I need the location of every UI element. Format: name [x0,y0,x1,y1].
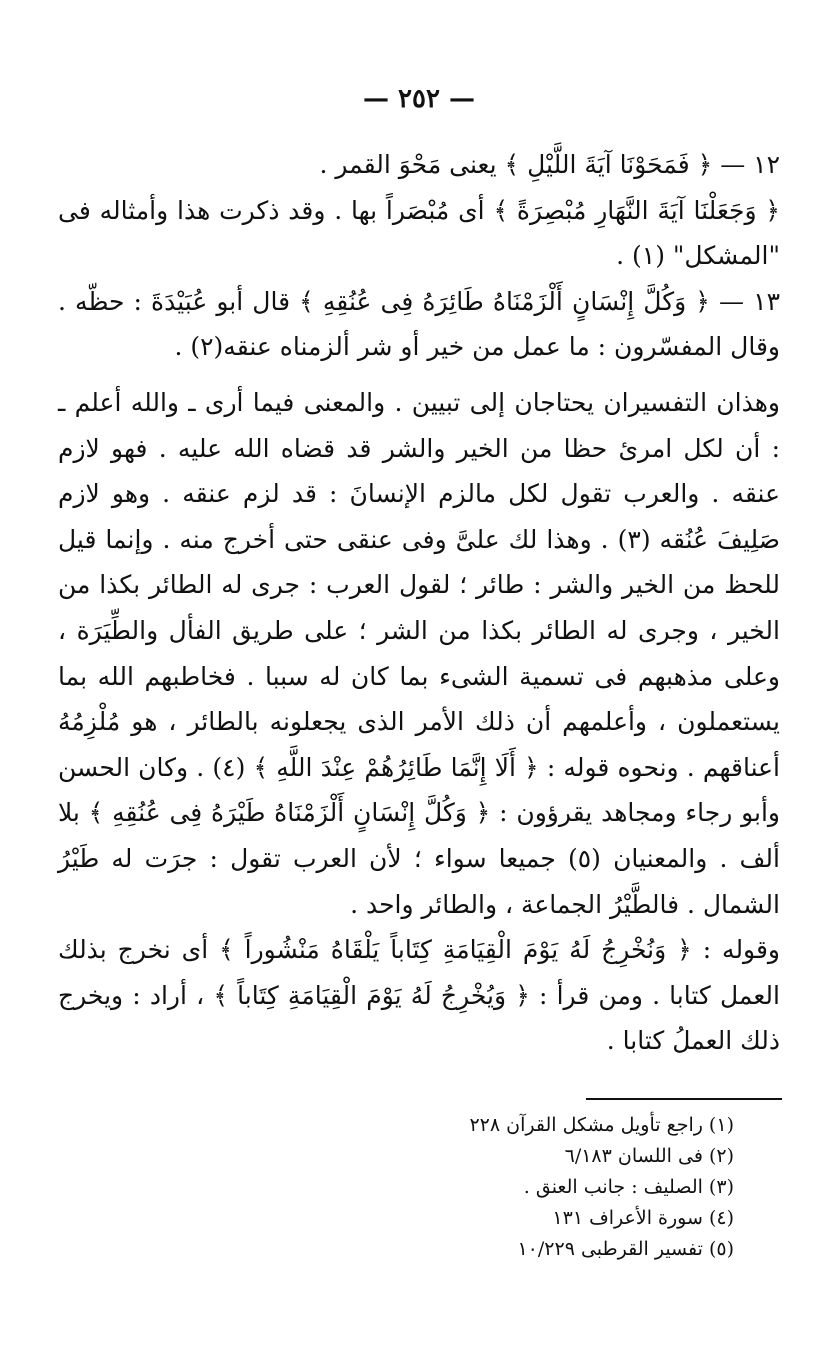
footnote-1: (١) راجع تأويل مشكل القرآن ٢٢٨ [469,1114,734,1136]
paragraph-book-verse: وقوله : ﴿ وَنُخْرِجُ لَهُ يَوْمَ الْقِيَامَةِ كِتَاباً يَلْقَاهُ مَنْشُوراً ﴾ أى نخرج بذلك العمل كتابا . ومن قرأ : ﴿ وَيُخْرِجُ لَهُ يَوْمَ الْقِيَامَةِ كِتَاباً ﴾ ، أراد : ويخرج ذلك العملُ كتابا . [58,935,780,1056]
paragraph-verse-13: ١٣ — ﴿ وَكُلَّ إِنْسَانٍ أَلْزَمْنَاهُ طَائِرَهُ فِى عُنُقِهِ ﴾ قال أبو عُبَيْدَةَ : حظّه . وقال المفسّرون : ما عمل من خير أو شر ألزمناه عنقه(٢) . [58,286,780,362]
footnote-divider [586,1098,782,1100]
footnote-4: (٤) سورة الأعراف ١٣١ [552,1207,734,1229]
paragraph-verse-12: ١٢ — ﴿ فَمَحَوْنَا آيَةَ اللَّيْلِ ﴾ يعنى مَحْوَ القمر . [319,150,780,179]
footnote-2: (٢) فى اللسان ٦/١٨٣ [564,1145,734,1167]
paragraph-verse-12-continued: ﴿ وَجَعَلْنَا آيَةَ النَّهَارِ مُبْصِرَةً ﴾ أى مُبْصَراً بها . وقد ذكرت هذا وأمثاله فى "المشكل" (١) . [58,195,780,271]
paragraph-commentary: وهذان التفسيران يحتاجان إلى تبيين . والمعنى فيما أرى ـ والله أعلم ـ : أن لكل امرئ حظا من الخير والشر قد قضاه الله عليه . فهو لازم عنقه . والعرب تقول لكل مالزم الإنسانَ : قد لزم عنقه . وهو لازم صَلِيفَ عُنُقه (٣) . وهذا لك علىَّ وفى عنقى حتى أخرج منه . وإنما قيل للحظ من الخير والشر : طائر ؛ لقول العرب : جرى له الطائر بكذا من الخير ، وجرى له الطائر بكذا من الشر ؛ على طريق الفأل والطِّيَرَة ، وعلى مذهبهم فى تسمية الشىء بما كان له سببا . فخاطبهم الله بما يستعملون ، وأعلمهم أن ذلك الأمر الذى يجعلونه بالطائر ، هو مُلْزِمُهُ أعناقهم . ونحوه قوله : ﴿ أَلَا إِنَّمَا طَائِرُهُمْ عِنْدَ اللَّهِ ﴾ (٤) . وكان الحسن وأبو رجاء ومجاهد يقرؤون : ﴿ وَكُلَّ إِنْسَانٍ أَلْزَمْنَاهُ طَيْرَهُ فِى عُنُقِهِ ﴾ بلا ألف . والمعنيان (٥) جميعا سواء ؛ لأن العرب تقول : جرَت له طَيْرُ الشمال . فالطَّيْرُ الجماعة ، والطائر واحد . [58,387,781,919]
main-text [58,142,780,1064]
footnote-3: (٣) الصليف : جانب العنق . [523,1176,734,1198]
footnotes [300,1110,734,1265]
page-number: — ٢٥٢ — [362,84,476,114]
footnote-5: (٥) تفسير القرطبى ١٠/٢٢٩ [517,1238,734,1260]
